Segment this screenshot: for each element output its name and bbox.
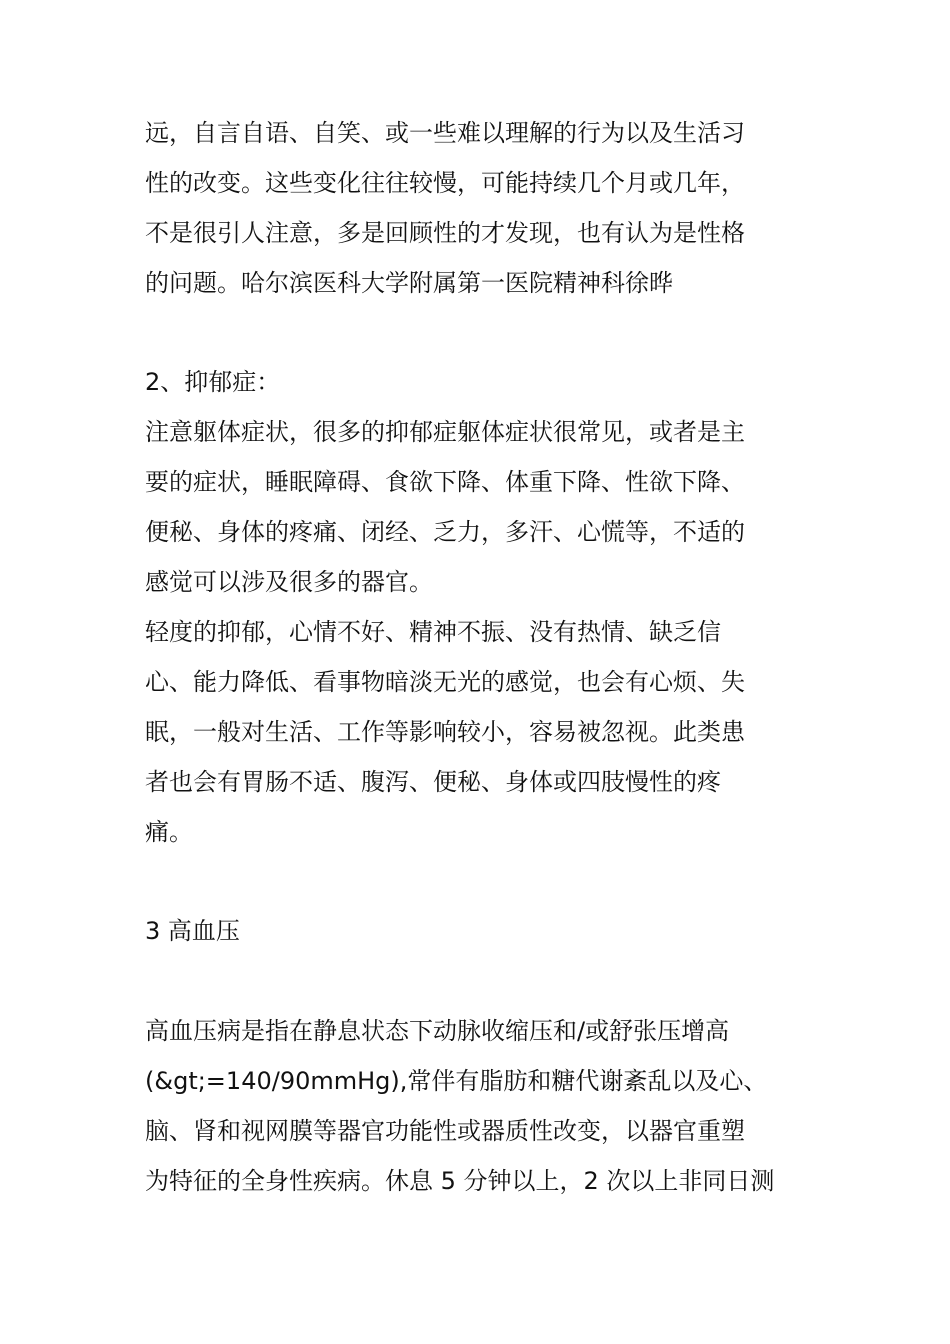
section2-heading: 2、抑郁症： (145, 368, 281, 396)
para1-line-1: 远，自言自语、自笑、或一些难以理解的行为以及生活习 (145, 119, 745, 147)
section3-line-2: (&gt;=140/90mmHg),常伴有脂肪和糖代谢紊乱以及心、 (145, 1067, 768, 1095)
section3-line-3: 脑、肾和视网膜等器官功能性或器质性改变，以器官重塑 (145, 1117, 745, 1145)
para1-line-2: 性的改变。这些变化往往较慢，可能持续几个月或几年， (145, 169, 745, 197)
section2-p2-line-4: 者也会有胃肠不适、腹泻、便秘、身体或四肢慢性的疼 (145, 768, 721, 796)
section2-p2-line-1: 轻度的抑郁，心情不好、精神不振、没有热情、缺乏信 (145, 618, 721, 646)
section2-p1-line-4: 感觉可以涉及很多的器官。 (145, 568, 433, 596)
section2-p1-line-2: 要的症状，睡眠障碍、食欲下降、体重下降、性欲下降、 (145, 468, 745, 496)
section2-p2-line-3: 眠，一般对生活、工作等影响较小，容易被忽视。此类患 (145, 718, 745, 746)
section3-line-4: 为特征的全身性疾病。休息 5 分钟以上，2 次以上非同日测 (145, 1167, 775, 1195)
section2-p2-line-5: 痛。 (145, 818, 193, 846)
section2-p1-line-3: 便秘、身体的疼痛、闭经、乏力，多汗、心慌等，不适的 (145, 518, 745, 546)
para1-line-4: 的问题。哈尔滨医科大学附属第一医院精神科徐晔 (145, 269, 673, 297)
section2-p1-line-1: 注意躯体症状，很多的抑郁症躯体症状很常见，或者是主 (145, 418, 745, 446)
para1-line-3: 不是很引人注意，多是回顾性的才发现，也有认为是性格 (145, 219, 745, 247)
section2-p2-line-2: 心、能力降低、看事物暗淡无光的感觉，也会有心烦、失 (145, 668, 745, 696)
section3-heading: 3 高血压 (145, 917, 240, 945)
section3-line-1: 高血压病是指在静息状态下动脉收缩压和/或舒张压增高 (145, 1017, 730, 1045)
